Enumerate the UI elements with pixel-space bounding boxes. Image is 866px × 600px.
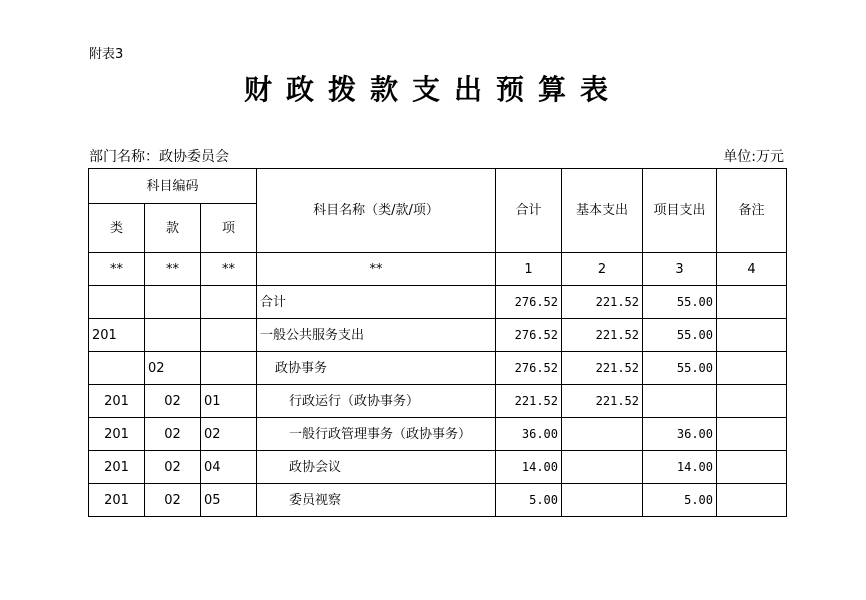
subject-name-cell: 一般公共服务支出 [257, 319, 496, 352]
subject-name-cell: 行政运行（政协事务） [257, 385, 496, 418]
table-row [89, 451, 787, 484]
remark-cell [717, 352, 787, 385]
page-title: 财政拨款支出预算表 [243, 73, 622, 106]
total-cell: 276.52 [496, 352, 562, 385]
kuan-cell: 02 [145, 418, 201, 451]
unit-label: 单位:万元 [723, 149, 784, 165]
index-cell: 4 [717, 253, 787, 286]
basic-expense-header: 基本支出 [562, 169, 643, 253]
index-cell: ** [257, 253, 496, 286]
project-expense-header: 项目支出 [643, 169, 717, 253]
project-cell: 55.00 [643, 319, 717, 352]
xiang-cell: 04 [201, 451, 257, 484]
project-cell: 5.00 [643, 484, 717, 517]
total-cell: 276.52 [496, 319, 562, 352]
total-cell: 36.00 [496, 418, 562, 451]
remark-cell [717, 484, 787, 517]
kuan-cell: 02 [145, 484, 201, 517]
subject-name-cell: 委员视察 [257, 484, 496, 517]
kuan-cell: 02 [145, 352, 201, 385]
basic-cell [562, 484, 643, 517]
xiang-header: 项 [201, 204, 257, 253]
basic-cell: 221.52 [562, 319, 643, 352]
xiang-cell: 05 [201, 484, 257, 517]
subject-name-cell: 政协事务 [257, 352, 496, 385]
total-cell: 14.00 [496, 451, 562, 484]
subject-name-header: 科目名称（类/款/项） [257, 169, 496, 253]
remark-header: 备注 [717, 169, 787, 253]
subject-name-cell: 合计 [257, 286, 496, 319]
table-row [89, 385, 787, 418]
remark-cell [717, 286, 787, 319]
project-cell: 55.00 [643, 352, 717, 385]
index-cell: ** [89, 253, 145, 286]
department-name: 部门名称：政协委员会 [89, 149, 229, 165]
xiang-cell [201, 352, 257, 385]
project-cell: 55.00 [643, 286, 717, 319]
lei-cell [89, 286, 145, 319]
basic-cell: 221.52 [562, 352, 643, 385]
table-row [89, 286, 787, 319]
lei-cell [89, 352, 145, 385]
xiang-cell [201, 286, 257, 319]
index-row [89, 253, 787, 286]
remark-cell [717, 451, 787, 484]
kuan-cell: 02 [145, 451, 201, 484]
index-cell: 3 [643, 253, 717, 286]
index-cell: ** [145, 253, 201, 286]
lei-cell: 201 [89, 319, 145, 352]
remark-cell [717, 418, 787, 451]
subject-name-cell: 一般行政管理事务（政协事务） [257, 418, 496, 451]
total-cell: 221.52 [496, 385, 562, 418]
total-header: 合计 [496, 169, 562, 253]
basic-cell: 221.52 [562, 385, 643, 418]
project-cell: 14.00 [643, 451, 717, 484]
basic-cell: 221.52 [562, 286, 643, 319]
xiang-cell [201, 319, 257, 352]
attachment-label: 附表3 [89, 47, 124, 62]
remark-cell [717, 319, 787, 352]
kuan-cell [145, 319, 201, 352]
kuan-header: 款 [145, 204, 201, 253]
total-cell: 276.52 [496, 286, 562, 319]
lei-cell: 201 [89, 451, 145, 484]
subject-name-cell: 政协会议 [257, 451, 496, 484]
project-cell [643, 385, 717, 418]
basic-cell [562, 451, 643, 484]
total-cell: 5.00 [496, 484, 562, 517]
index-cell: ** [201, 253, 257, 286]
table-row [89, 484, 787, 517]
table-row [89, 418, 787, 451]
xiang-cell: 02 [201, 418, 257, 451]
lei-cell: 201 [89, 385, 145, 418]
table-row [89, 352, 787, 385]
index-cell: 2 [562, 253, 643, 286]
index-cell: 1 [496, 253, 562, 286]
code-group-header: 科目编码 [89, 169, 257, 204]
lei-header: 类 [89, 204, 145, 253]
remark-cell [717, 385, 787, 418]
lei-cell: 201 [89, 484, 145, 517]
lei-cell: 201 [89, 418, 145, 451]
xiang-cell: 01 [201, 385, 257, 418]
kuan-cell: 02 [145, 385, 201, 418]
project-cell: 36.00 [643, 418, 717, 451]
kuan-cell [145, 286, 201, 319]
basic-cell [562, 418, 643, 451]
budget-table [88, 168, 787, 517]
table-row [89, 319, 787, 352]
